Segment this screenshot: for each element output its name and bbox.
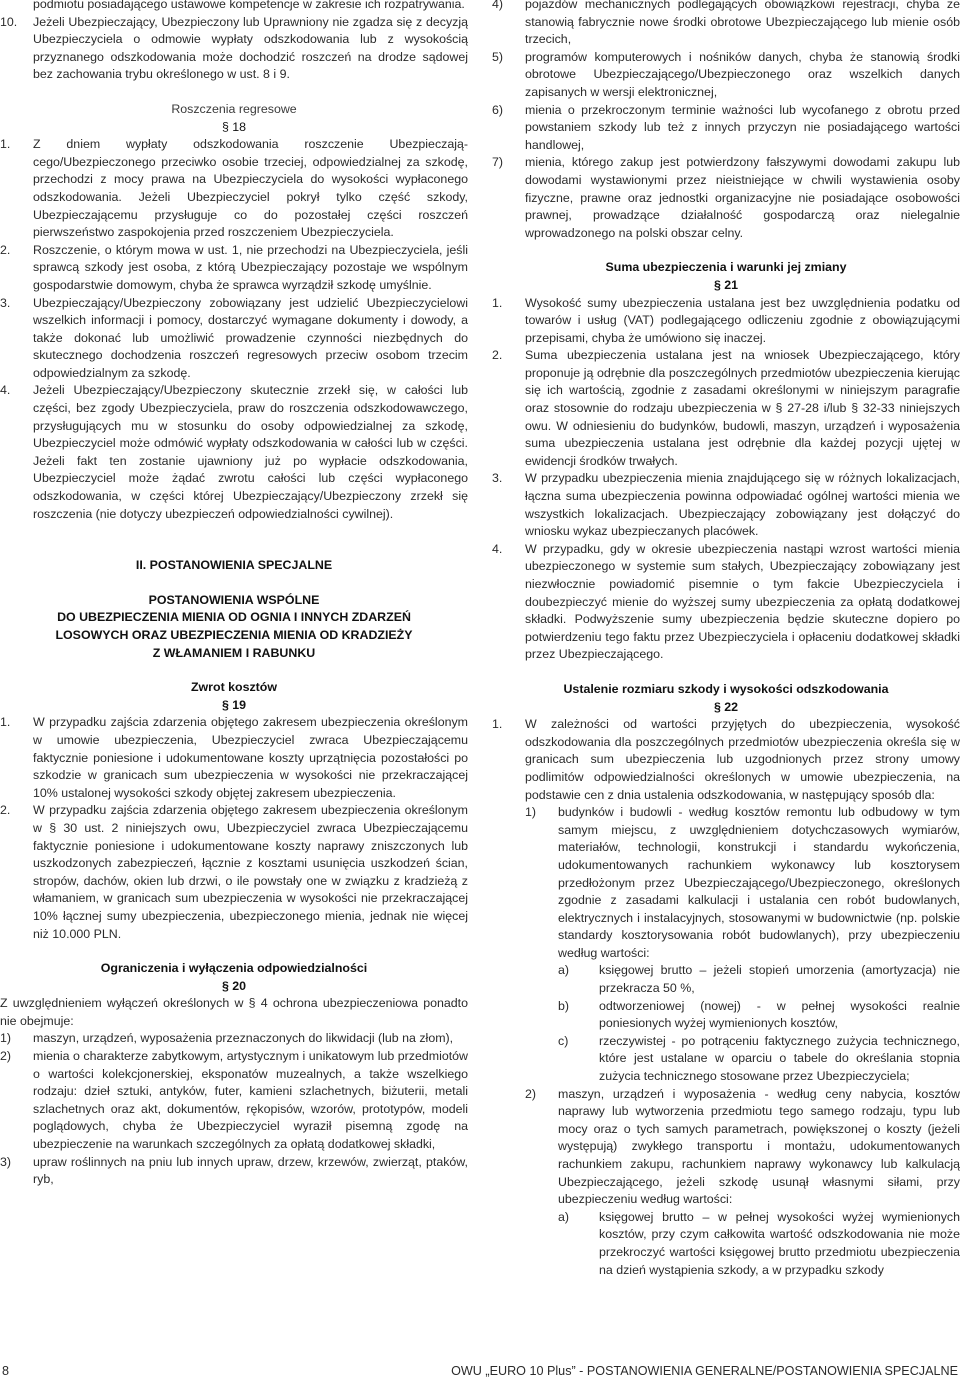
item-text: księgowej brutto – w pełnej wysokości wyżej wymienionych kosztów, przy czym całkowita wartość odszkodowania nie może przekroczyć wartości księgowej brutto przedmiotu ubezpieczenia na dzień wystąpienia szkody, a w przypadku szkody	[599, 1209, 960, 1277]
common-heading-line-3: LOSOWYCH ORAZ UBEZPIECZENIA MIENIA OD KRADZIEŻY	[55, 628, 413, 642]
paragraph-continuation: podmiotu posiadającego ustawowe kompetencje w zakresie ich rozpatrywania.	[33, 0, 465, 11]
list-item	[0, 382, 468, 523]
item-text: maszyn, urządzeń, wyposażenia przeznaczonych do likwidacji (lub na złom),	[33, 1031, 454, 1046]
item-text: W przypadku, gdy w okresie ubezpieczenia nastąpi wzrost wartości mienia ubezpieczonego w systemie sum stałych, Ubezpieczający zobowiązany jest niezwłocznie powiadomić pisemnie o tym fakcie Ubezpieczyciela i doubezpieczyć mienie do wyższej sumy ubezpieczenia za opłatą dodatkowej składki. Podwyższenie sumy ubezpieczenia będzie skuteczne dopiero po potwierdzeniu tego faktu przez Ubezpieczyciela i opłaceniu dodatkowej składki przez Ubezpieczającego.	[525, 541, 960, 662]
item-text: Ubezpieczający/Ubezpieczony zobowiązany jest udzielić Ubezpieczycielowi wszelkich informacji i pomocy, dostarczyć wymagane dokumenty i dowody, a także dokonać lub umożliwić prowadzenie czynności niezbędnych do skutecznego dochodzenia roszczeń regresowych przeciw osobom trzecim odpowiedzialnym za szkodę.	[33, 295, 468, 380]
item-number: 1.	[0, 137, 11, 152]
list-item	[492, 541, 960, 664]
item-number: 2)	[0, 1049, 12, 1064]
paragraph-number-22: § 22	[713, 699, 739, 714]
list-item	[492, 347, 960, 470]
left-column	[0, 0, 468, 1189]
section-heading-21: Suma ubezpieczenia i warunki jej zmiany	[605, 260, 847, 275]
item-text: budynków i budowli - według kosztów remontu lub odbudowy w tym samym miejscu, z uwzględnieniem dotychczasowych wymiarów, materiałów, technologii, konstrukcji i standardu wykończenia, udokumentowanych rachunkiem wykonawcy lub kosztorysem przedłożonym przez Ubezpieczającego/Ubezpieczonego, określonych zgodnie z zasadami kalkulacji i ustalania cen robót budowlanych, elektrycznych i instalacyjnych, stosowanymi w budownictwie (np. polskie standardy kosztorysowania robót budowlanych), przy ubezpieczeniu według wartości:	[558, 805, 960, 960]
item-text: W przypadku zajścia zdarzenia objętego zakresem ubezpieczenia określonym w § 30 ust. 2 niniejszych owu, Ubezpieczyciel zwraca Ubezpieczającemu faktycznie poniesione i udokumentowane koszty naprawy zniszczonych lub uszkodzonych zabezpieczeń, łącznie z kosztami usunięcia uszkodzeń ścian, stropów, dachów, okien lub drzwi, o ile powstały one w związku z kradzieżą z włamaniem, w granicach sum ubezpieczenia w wysokości nie przekraczającej 10% łącznej sumy ubezpieczenia, ubezpieczonego mienia, jednak nie więcej niż 10.000 PLN.	[33, 803, 468, 941]
list-item	[0, 1048, 468, 1154]
list-item	[492, 716, 960, 804]
list-item	[492, 295, 960, 348]
page-number: 8	[2, 1364, 10, 1378]
item-number: 4.	[492, 541, 503, 556]
item-text: Wysokość sumy ubezpieczenia ustalana jest bez uwzględnienia podatku od towarów i usług (VAT) podlegającego odliczeniu zgodnie z obowiązującymi przepisami, chyba że umówiono się inaczej.	[525, 295, 960, 345]
list-item	[0, 295, 468, 383]
item-number: 3.	[492, 471, 503, 486]
part-heading: II. POSTANOWIENIA SPECJALNE	[135, 558, 333, 573]
item-text: Jeżeli Ubezpieczający/Ubezpieczony skutecznie zrzekł się, w całości lub części, bez zgody Ubezpieczyciela, praw do roszczenia odszkodowawczego, przysługujących mu w stosunku do osoby odpowiedzialnej za szkodę, Ubezpieczyciel może odmówić wypłaty odszkodowania w całości lub w części. Jeżeli fakt ten zostanie ujawniony już po wypłacie odszkodowania, Ubezpieczyciel może żądać zwrotu całości lub części wypłaconego odszkodowania, w części której Ubezpieczający/Ubezpieczony zrzekł się roszczenia (nie dotyczy ubezpieczeń odpowiedzialności cywilnej).	[33, 383, 468, 521]
paragraph-number-18: § 18	[221, 119, 247, 134]
list-item	[0, 1030, 468, 1048]
paragraph-number-20: § 20	[221, 978, 247, 993]
item-number: 2)	[525, 1086, 537, 1101]
common-heading-line-4: Z WŁAMANIEM I RABUNKU	[152, 645, 316, 660]
item-number: c)	[558, 1033, 569, 1048]
sub-sub-item	[558, 1033, 960, 1086]
sub-sub-item	[558, 998, 960, 1033]
item-number: 7)	[492, 155, 504, 170]
item-number: 5)	[492, 49, 504, 64]
list-item	[0, 802, 468, 943]
item-text: mienia o charakterze zabytkowym, artystycznym i unikatowym lub przedmiotów o wartości kolekcjonerskiej, eksponatów muzealnych, a także wszelkiego rodzaju: dzieł sztuki, antyków, futer, kamieni szlachetnych, biżuterii, metali szlachetnych oraz akt, dokumentów, rękopisów, wzorów, prototypów, modeli poglądowych, chyba że Ubezpieczyciel wyraził pisemną zgodę na ubezpieczenie na warunkach szczególnych za opłatą dodatkowej składki,	[33, 1049, 468, 1152]
item-text: księgowej brutto – jeżeli stopień umorzenia (amortyzacja) nie przekracza 50 %,	[599, 963, 960, 996]
list-item	[492, 49, 960, 102]
item-text: Z dniem wypłaty odszkodowania roszczenie Ubezpieczają-cego/Ubezpieczonego przeciwko osobie trzeciej, odpowiedzialnej za szkodę, przechodzi z mocy prawa na Ubezpieczyciela do wysokości wypłaconego odszkodowania. Jeżeli Ubezpieczyciel pokrył tylko część szkody, Ubezpieczającemu przysługuje co do pozostałej części roszczeń pierwszeństwo zaspokojenia przed roszczeniem Ubezpieczyciela.	[33, 137, 468, 240]
list-item	[492, 0, 960, 49]
item-text: odtworzeniowej (nowej) - w pełnej wysokości realnie poniesionych wyżej wymienionych kosztów,	[599, 998, 960, 1031]
item-text: Roszczenie, o którym mowa w ust. 1, nie przechodzi na Ubezpieczyciela, jeśli sprawcą szkody jest osoba, z którą Ubezpieczający pozostaje we wspólnym gospodarstwie domowym, chyba że sprawca wyrządził szkodę umyślnie.	[33, 242, 468, 292]
item-number: 1.	[492, 295, 503, 310]
item-number: a)	[558, 1209, 570, 1224]
section-heading-22: Ustalenie rozmiaru szkody i wysokości odszkodowania	[563, 681, 889, 696]
item-text: W zależności od wartości przyjętych do ubezpieczenia, wysokość odszkodowania dla poszczególnych przedmiotów ubezpieczenia określa się w granicach sum ubezpieczenia lub uzgodnionych przez strony umowy podlimitów odpowiedzialności określonych w umowie ubezpieczenia, na podstawie cen z dnia ustalenia odszkodowania, w następujący sposób dla:	[525, 717, 960, 802]
item-text: maszyn, urządzeń i wyposażenia - według ceny nabycia, kosztów naprawy lub wytworzenia przedmiotu tego samego rodzaju, typu lub mocy oraz o tych samych parametrach, powiększonej o koszty (jeżeli występują) zwykłego transportu i montażu, udokumentowanych rachunkiem zakupu, rachunkiem naprawy wykonawcy lub kalkulacją Ubezpieczającego, jeżeli szkodę usunął własnymi siłami, przy ubezpieczeniu według wartości:	[558, 1086, 960, 1207]
section-heading-19: Zwrot kosztów	[190, 680, 278, 695]
list-item	[492, 102, 960, 155]
right-column	[492, 0, 960, 1279]
sub-item	[525, 804, 960, 962]
list-item	[492, 470, 960, 540]
item-text: W przypadku ubezpieczenia mienia znajdującego się w różnych lokalizacjach, łączna suma ubezpieczenia powinna odpowiadać ogólnej wartości mienia we wszystkich lokalizacjach. Ubezpieczający zobowiązany jest dołączyć do wniosku wykaz ubezpieczanych placówek.	[525, 471, 960, 539]
list-item	[0, 714, 468, 802]
item-number: 1)	[0, 1031, 12, 1046]
item-number: 2.	[0, 803, 11, 818]
item-number: a)	[558, 963, 570, 978]
section-heading-20: Ograniczenia i wyłączenia odpowiedzialności	[100, 961, 368, 976]
item-number: 2.	[0, 242, 11, 257]
item-text: rzeczywistej - po potrąceniu faktycznego zużycia technicznego, które jest ustalane w oparciu o tabele do określania stopnia zużycia technicznego stosowane przez Ubezpieczyciela;	[599, 1033, 960, 1084]
document-title: OWU „EURO 10 Plus” - POSTANOWIENIA GENERALNE/POSTANOWIENIA SPECJALNE	[451, 1364, 958, 1378]
item-text: pojazdów mechanicznych podlegających obowiązkowi rejestracji, chyba że stanowią fabrycznie nowe środki obrotowe Ubezpieczającego lub mienie osób trzecich,	[525, 0, 960, 47]
item-number: 2.	[492, 348, 503, 363]
item-text: Suma ubezpieczenia ustalana jest na wniosek Ubezpieczającego, który proponuje ją odrębnie dla poszczególnych przedmiotów ubezpieczenia kierując się ich wartością, zgodnie z zasadami określonymi w niniejszym paragrafie oraz stosownie do rodzaju ubezpieczenia w § 27-28 i/lub § 32-33 niniejszych owu. W odniesieniu do budynków, budowli, maszyn, urządzeń i wyposażenia suma ubezpieczenia ustalana jest odrębnie dla każdej pozycji ujętej w ewidencji środków trwałych.	[525, 348, 960, 468]
item-number: b)	[558, 998, 570, 1013]
list-item	[492, 154, 960, 242]
item-number: 3)	[0, 1154, 12, 1169]
item-text: Jeżeli Ubezpieczający, Ubezpieczony lub Uprawniony nie zgadza się z decyzją Ubezpieczyciela o odmowie wypłaty odszkodowania lub z wysokością przyznanego odszkodowania może dochodzić roszczeń na drodze sądowej bez zachowania trybu określonego w ust. 8 i 9.	[33, 14, 468, 82]
item-text: mienia, którego zakup jest potwierdzony fałszywymi dowodami zakupu lub dowodami wystawionymi przez nieistniejące w chwili wystawienia osoby fizyczne, prawne oraz jednostki organizacyjne nie posiadające osobowości prawnej, prowadzące działalność gospodarczą oraz nielegalnie wprowadzonego na polski obszar celny.	[525, 155, 960, 240]
list-item-10	[0, 14, 468, 84]
item-number: 6)	[492, 102, 504, 117]
item-number: 10.	[0, 14, 18, 29]
item-number: 4)	[492, 0, 504, 11]
common-heading-line-1: POSTANOWIENIA WSPÓLNE	[148, 592, 320, 607]
item-text: mienia o przekroczonym terminie ważności lub wycofanego z obrotu przed powstaniem szkody lub też z innych przyczyn nie posiadającego wartości handlowej,	[525, 102, 960, 152]
item-number: 1.	[0, 715, 11, 730]
sub-sub-item	[558, 1209, 960, 1279]
item-text: W przypadku zajścia zdarzenia objętego zakresem ubezpieczenia określonym w umowie ubezpieczenia, Ubezpieczyciel zwraca Ubezpieczającemu faktycznie poniesione i udokumentowane koszty uprzątnięcia pozostałości po szkodzie w granicach sum ubezpieczenia w wysokości nie przekraczającej 10% ustalonej wysokości szkody objętej zakresem ubezpieczenia.	[33, 715, 468, 800]
section-intro: Z uwzględnieniem wyłączeń określonych w § 4 ochrona ubezpieczeniowa ponadto nie obejmuje:	[0, 996, 468, 1028]
sub-sub-item	[558, 962, 960, 997]
item-text: programów komputerowych i nośników danych, chyba że stanowią środki obrotowe Ubezpieczającego/Ubezpieczonego oraz wszelkich danych zapisanych w wersji elektronicznej,	[525, 49, 960, 99]
paragraph-number-19: § 19	[221, 697, 247, 712]
item-text: upraw roślinnych na pniu lub innych upraw, drzew, krzewów, zwierząt, ptaków, ryb,	[33, 1154, 468, 1187]
item-number: 1)	[525, 805, 537, 820]
paragraph-number-21: § 21	[713, 277, 739, 292]
list-item	[0, 1154, 468, 1189]
list-item	[0, 136, 468, 242]
sub-item	[525, 1086, 960, 1209]
common-heading-line-2: DO UBEZPIECZENIA MIENIA OD OGNIA I INNYCH ZDARZEŃ	[57, 610, 411, 625]
item-number: 4.	[0, 383, 11, 398]
section-heading-18: Roszczenia regresowe	[171, 101, 297, 116]
list-item	[0, 242, 468, 295]
item-number: 1.	[492, 717, 503, 732]
item-number: 3.	[0, 295, 11, 310]
